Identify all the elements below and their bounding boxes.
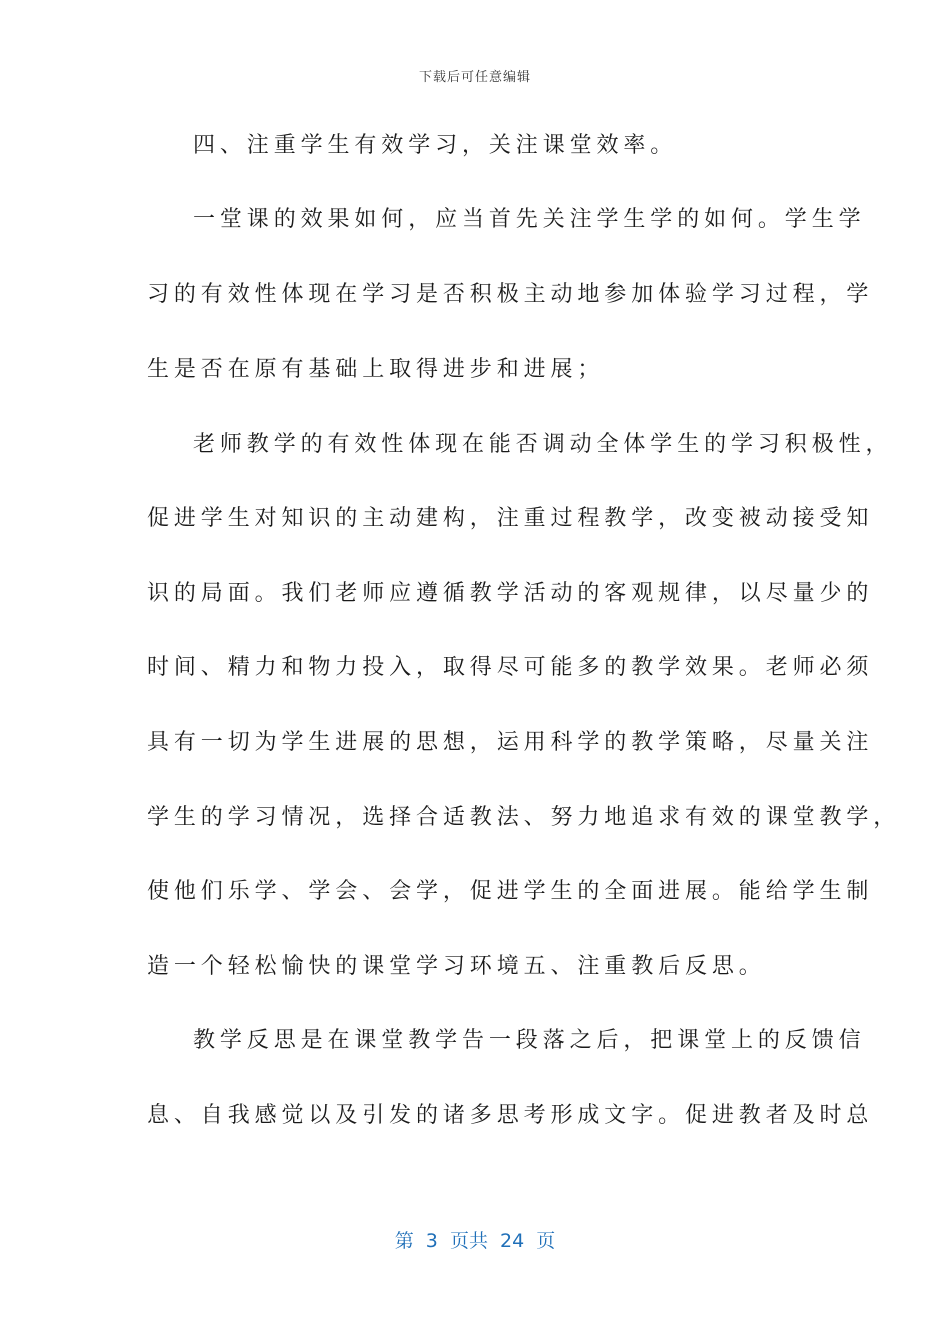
paragraph-line: 老师教学的有效性体现在能否调动全体学生的学习积极性， — [193, 432, 893, 457]
paragraph-line: 教学反思是在课堂教学告一段落之后，把课堂上的反馈信 — [193, 1028, 866, 1053]
paragraph-line: 使他们乐学、学会、会学，促进学生的全面进展。能给学生制 — [147, 879, 874, 904]
paragraph-line: 生是否在原有基础上取得进步和进展； — [147, 357, 605, 382]
paragraph-line: 一堂课的效果如何，应当首先关注学生学的如何。学生学 — [193, 207, 866, 232]
paragraph-line: 四、注重学生有效学习，关注课堂效率。 — [193, 133, 678, 158]
paragraph-line: 识的局面。我们老师应遵循教学活动的客观规律，以尽量少的 — [147, 581, 874, 606]
paragraph-line: 学生的学习情况，选择合适教法、努力地追求有效的课堂教学， — [147, 805, 901, 830]
paragraph-line: 习的有效性体现在学习是否积极主动地参加体验学习过程，学 — [147, 282, 874, 307]
paragraph-line: 时间、精力和物力投入，取得尽可能多的教学效果。老师必须 — [147, 655, 874, 680]
paragraph-line: 具有一切为学生进展的思想，运用科学的教学策略，尽量关注 — [147, 730, 874, 755]
paragraph-line: 造一个轻松愉快的课堂学习环境五、注重教后反思。 — [147, 954, 766, 979]
page-number-footer: 第 3 页共 24 页 — [394, 1230, 556, 1252]
paragraph-line: 息、自我感觉以及引发的诸多思考形成文字。促进教者及时总 — [147, 1103, 874, 1128]
page-header: 下载后可任意编辑 — [418, 70, 531, 85]
paragraph-line: 促进学生对知识的主动建构，注重过程教学，改变被动接受知 — [147, 506, 874, 531]
